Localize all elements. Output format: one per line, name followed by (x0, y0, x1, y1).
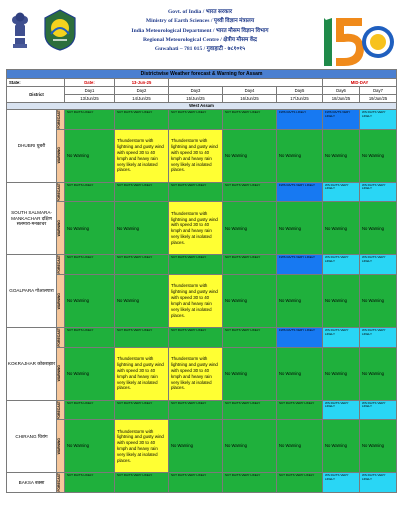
district-header: District (7, 87, 65, 103)
forecast-label-text: FORECAST (57, 400, 61, 420)
forecast-cell: SCT RA/TS LIKELY (65, 182, 115, 202)
forecast-cell: SCT RA/TS VERY LIKELY (169, 473, 223, 493)
no-warning-cell: No Warning (323, 202, 360, 255)
day-name: Day6 (323, 87, 360, 95)
forecast-cell: FWS RA/TS VERY LIKELY (277, 327, 323, 347)
forecast-cell: SCT RA/TS VERY LIKELY (169, 327, 223, 347)
forecast-row (7, 400, 397, 420)
forecast-cell: SCT RA/TS VERY LIKELY (223, 110, 277, 130)
district-name: KOKRAJHAR कोकराझार (7, 327, 57, 400)
day-name: Day3 (169, 87, 223, 95)
no-warning-cell: No Warning (115, 202, 169, 255)
warning-label-text: WARNING (57, 365, 61, 382)
no-warning-cell: No Warning (65, 274, 115, 327)
forecast-cell: SCT RA/TS LIKELY (65, 255, 115, 275)
no-warning-cell: No Warning (360, 274, 397, 327)
warning-label (57, 420, 65, 473)
forecast-cell: SCT RA/TS VERY LIKELY (115, 255, 169, 275)
forecast-cell: SCT RA/TS LIKELY (65, 400, 115, 420)
forecast-label (57, 110, 65, 130)
forecast-cell: WS RA/TS VERY LIKELY (323, 473, 360, 493)
forecast-cell: WS RA/TS VERY LIKELY (323, 182, 360, 202)
forecast-cell: WS RA/TS VERY LIKELY (360, 400, 397, 420)
day-name: Day2 (115, 87, 169, 95)
day-name: Day7 (360, 87, 397, 95)
warning-row (7, 129, 397, 182)
no-warning-cell: No Warning (323, 420, 360, 473)
district-name: DHUBRI धुबरी (7, 110, 57, 183)
header-text (84, 8, 316, 54)
no-warning-cell: No Warning (323, 274, 360, 327)
no-warning-cell: No Warning (277, 274, 323, 327)
warning-row (7, 420, 397, 473)
day-date: 15/Jun/25 (169, 95, 223, 103)
forecast-cell: WS RA/TS VERY LIKELY (323, 327, 360, 347)
district-rows (7, 110, 397, 493)
forecast-cell: SCT RA/TS LIKELY (65, 327, 115, 347)
no-warning-cell: No Warning (360, 420, 397, 473)
day-date: 13/Jun/25 (65, 95, 115, 103)
forecast-table (6, 69, 397, 493)
day-date: 16/Jun/25 (223, 95, 277, 103)
forecast-cell: SCT RA/TS VERY LIKELY (115, 327, 169, 347)
no-warning-cell: No Warning (223, 420, 277, 473)
no-warning-cell: No Warning (277, 129, 323, 182)
warning-row (7, 202, 397, 255)
forecast-cell: SCT RA/TS VERY LIKELY (115, 182, 169, 202)
no-warning-cell: No Warning (65, 129, 115, 182)
forecast-cell: FWS RA/TS VERY LIKELY (277, 255, 323, 275)
forecast-cell: SCT RA/TS VERY LIKELY (169, 110, 223, 130)
day-date: 18/Jun/25 (323, 95, 360, 103)
forecast-cell: SCT RA/TS VERY LIKELY (115, 400, 169, 420)
forecast-cell: SCT RA/TS VERY LIKELY (223, 327, 277, 347)
forecast-cell: SCT RA/TS VERY LIKELY (169, 182, 223, 202)
thunderstorm-warning-cell: Thunderstorm with lightning and gusty wind with speed 30 to 40 kmph and heavy rain very likely at isolated places. (169, 274, 223, 327)
warning-label (57, 274, 65, 327)
warning-label-text: WARNING (57, 292, 61, 310)
forecast-label (57, 327, 65, 347)
warning-row (7, 347, 397, 400)
warning-label-text: WARNING (57, 220, 61, 237)
national-emblem-icon (10, 6, 30, 52)
thunderstorm-warning-cell: Thunderstorm with lightning and gusty wind with speed 30 to 40 kmph and heavy rain very likely at isolated places. (115, 347, 169, 400)
no-warning-cell: No Warning (65, 420, 115, 473)
district-name: BAKSA बक्सा (7, 473, 57, 493)
state-label: State: (7, 79, 65, 87)
forecast-label (57, 400, 65, 420)
forecast-cell: SCT RA/TS VERY LIKELY (277, 400, 323, 420)
forecast-cell: SCT RA/TS LIKELY (65, 110, 115, 130)
no-warning-cell: No Warning (223, 202, 277, 255)
forecast-row (7, 182, 397, 202)
forecast-cell: WS RA/TS VERY LIKELY (360, 110, 397, 130)
no-warning-cell: No Warning (277, 420, 323, 473)
day-date: 19/Jun/25 (360, 95, 397, 103)
thunderstorm-warning-cell: Thunderstorm with lightning and gusty wind with speed 30 to 40 kmph and heavy rain very likely at isolated places. (169, 347, 223, 400)
thunderstorm-warning-cell: Thunderstorm with lightning and gusty wind with speed 30 to 40 kmph and heavy rain very likely at isolated places. (169, 129, 223, 182)
no-warning-cell: No Warning (223, 129, 277, 182)
region-header: West Assam (7, 103, 397, 110)
no-warning-cell: No Warning (323, 347, 360, 400)
day-name-row (7, 87, 397, 95)
no-warning-cell: No Warning (277, 347, 323, 400)
thunderstorm-warning-cell: Thunderstorm with lightning and gusty wind with speed 30 to 40 kmph and heavy rain very likely at isolated places. (115, 129, 169, 182)
warning-label (57, 129, 65, 182)
forecast-label-text: FORECAST (57, 255, 61, 274)
no-warning-cell: No Warning (360, 202, 397, 255)
header-line-address: Guwahati – 781 015 / गुवाहाटी - ७८१०१५ (154, 46, 246, 53)
forecast-cell: FWS RA/TS VERY LIKELY (277, 182, 323, 202)
table-title: Districtwise Weather forecast & Warning for Assam (7, 70, 397, 79)
forecast-cell: WS RA/TS VERY LIKELY (360, 182, 397, 202)
warning-label-text: WARNING (57, 147, 61, 164)
forecast-cell: WS RA/TS VERY LIKELY (360, 473, 397, 493)
forecast-label (57, 182, 65, 202)
district-name: CHIRANG चिरांग (7, 400, 57, 473)
forecast-cell: SCT RA/TS VERY LIKELY (223, 473, 277, 493)
date-value: 13-Jun-25 (115, 79, 169, 87)
forecast-cell: SCT RA/TS VERY LIKELY (115, 473, 169, 493)
forecast-cell: SCT RA/TS VERY LIKELY (223, 182, 277, 202)
no-warning-cell: No Warning (360, 129, 397, 182)
warning-label-text: WARNING (57, 438, 61, 455)
forecast-label (57, 473, 65, 493)
no-warning-cell: No Warning (360, 347, 397, 400)
forecast-cell: SCT RA/TS VERY LIKELY (169, 255, 223, 275)
forecast-cell: SCT RA/TS VERY LIKELY (115, 110, 169, 130)
day-name: Day1 (65, 87, 115, 95)
day-date-row (7, 95, 397, 103)
forecast-cell: SCT RA/TS VERY LIKELY (223, 255, 277, 275)
forecast-cell: WS RA/TS VERY LIKELY (360, 327, 397, 347)
forecast-cell: WS RA/TS VERY LIKELY (360, 255, 397, 275)
thunderstorm-warning-cell: Thunderstorm with lightning and gusty wind with speed 30 to 40 kmph and heavy rain very likely at isolated places. (115, 420, 169, 473)
no-warning-cell: No Warning (65, 202, 115, 255)
no-warning-cell: No Warning (169, 420, 223, 473)
no-warning-cell: No Warning (115, 274, 169, 327)
district-name: SOUTH SALMARA-MANKACHAR दक्षिण सलमारा-मनकाचर (7, 182, 57, 255)
forecast-row (7, 110, 397, 130)
day-date: 17/Jun/25 (277, 95, 323, 103)
no-warning-cell: No Warning (223, 274, 277, 327)
forecast-row (7, 255, 397, 275)
forecast-label-text: FORECAST (57, 110, 61, 129)
forecast-label-text: FORECAST (57, 473, 61, 492)
thunderstorm-warning-cell: Thunderstorm with lightning and gusty wind with speed 30 to 40 kmph and heavy rain very likely at isolated places. (169, 202, 223, 255)
meta-blank (169, 79, 323, 87)
warning-label (57, 347, 65, 400)
warning-label (57, 202, 65, 255)
imd-logo-icon (42, 8, 78, 52)
forecast-cell: SCT RA/TS VERY LIKELY (277, 473, 323, 493)
date-label: Date: (65, 79, 115, 87)
forecast-row (7, 327, 397, 347)
header-line-rmc: Regional Meteorological Centre / क्षेत्रीय मौसम केंद्र (142, 36, 258, 43)
no-warning-cell: No Warning (323, 129, 360, 182)
no-warning-cell: No Warning (223, 347, 277, 400)
district-name: GOALPARA गोआलपारा (7, 255, 57, 328)
forecast-cell: SCT RA/TS VERY LIKELY (169, 400, 223, 420)
day-date: 14/Jun/25 (115, 95, 169, 103)
forecast-row (7, 473, 397, 493)
meta-row (7, 79, 397, 87)
forecast-cell: WS RA/TS VERY LIKELY (323, 400, 360, 420)
no-warning-cell: No Warning (65, 347, 115, 400)
forecast-cell: FWS RA/TS LIKELY (277, 110, 323, 130)
forecast-label (57, 255, 65, 275)
day-name: Day4 (223, 87, 277, 95)
forecast-cell: FWS RA/TS VERY LIKELY (323, 110, 360, 130)
warning-row (7, 274, 397, 327)
forecast-cell: SCT RA/TS VERY LIKELY (223, 400, 277, 420)
forecast-cell: WS RA/TS VERY LIKELY (323, 255, 360, 275)
header-line-imd: India Meteorological Department / भारत मौसम विज्ञान विभाग (131, 27, 269, 34)
forecast-cell: SCT RA/TS LIKELY (65, 473, 115, 493)
header-line-ministry: Ministry of Earth Sciences / पृथ्वी विज्ञान मंत्रालय (145, 18, 255, 25)
header-line-govt: Govt. of India / भारत सरकार (167, 9, 233, 15)
no-warning-cell: No Warning (277, 202, 323, 255)
day-name: Day5 (277, 87, 323, 95)
forecast-label-text: FORECAST (57, 182, 61, 202)
forecast-label-text: FORECAST (57, 327, 61, 347)
issue-time: MID-DAY (323, 79, 397, 87)
